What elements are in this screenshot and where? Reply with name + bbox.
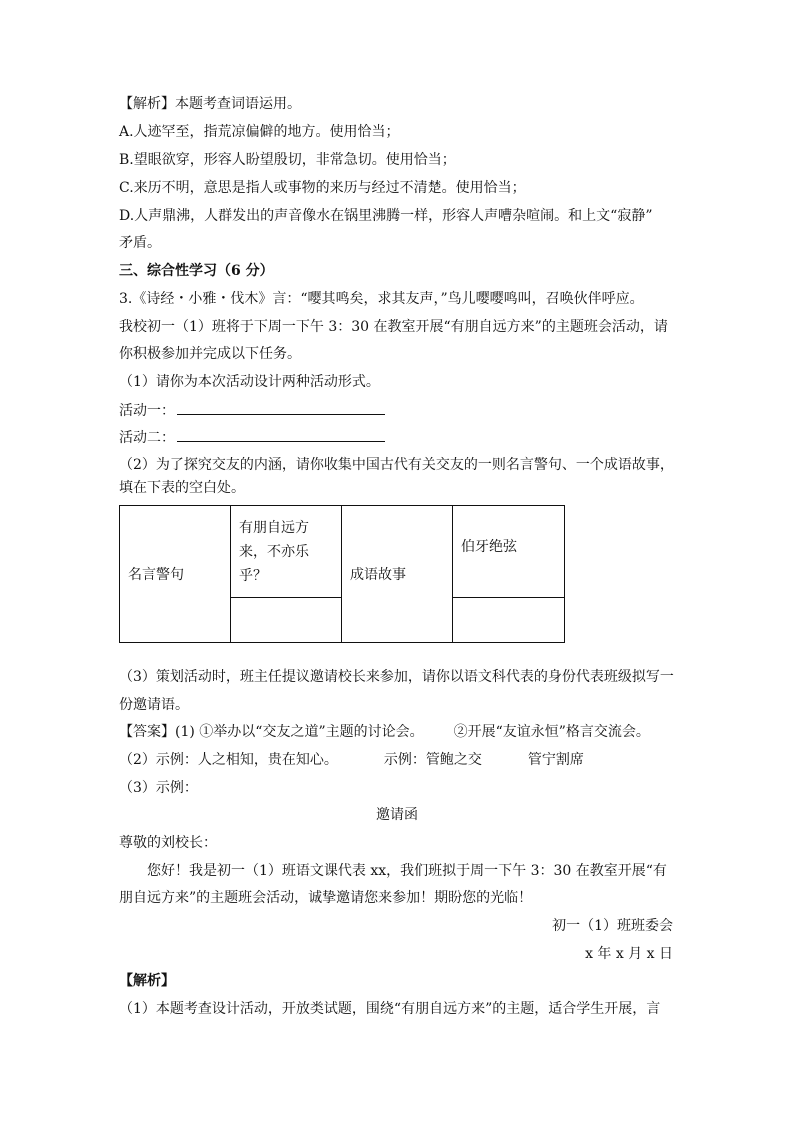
table-quote: 有朋自远方来，不亦乐乎？ bbox=[239, 519, 309, 584]
letter-signature: 初一（1）班班委会 bbox=[552, 918, 673, 934]
answer-2c: 管宁割席 bbox=[527, 752, 584, 768]
activity-2-label: 活动二： bbox=[119, 430, 175, 446]
task-2: （2）为了探究交友的内涵，请你收集中国古代有关交友的一则名言警句、一个成语故事， bbox=[119, 457, 674, 473]
answer-2b: 示例：管鲍之交 bbox=[383, 752, 482, 768]
activity-2-line bbox=[119, 427, 385, 448]
answer-line-3: （3）示例： bbox=[119, 780, 198, 796]
question-3-text: 3.《诗经・小雅・伐木》言：“嘤其鸣矣，求其友声，”鸟儿嘤嘤鸣叫，召唤伙伴呼应。 bbox=[119, 291, 644, 307]
option-d-continued: 矛盾。 bbox=[119, 235, 161, 251]
analysis-heading: 【解析】本题考查词语运用。 bbox=[119, 96, 301, 112]
answer-line-2 bbox=[119, 750, 584, 770]
question-3-text-2: 我校初一（1）班将于下周一下午 3：30 在教室开展“有朋自远方来”的主题班会活动，请 bbox=[119, 319, 668, 335]
activity-1-label: 活动一： bbox=[119, 403, 175, 419]
table-idiom: 伯牙绝弦 bbox=[453, 506, 565, 598]
analysis-heading-2: 【解析】 bbox=[119, 973, 175, 989]
option-c: C.来历不明，意思是指人或事物的来历与经过不清楚。使用恰当； bbox=[119, 180, 526, 196]
question-3-text-3: 你积极参加并完成以下任务。 bbox=[119, 346, 301, 362]
letter-salutation: 尊敬的刘校长： bbox=[119, 835, 217, 851]
answer-line-1 bbox=[119, 722, 650, 742]
answer-1a: 【答案】(1) ①举办以“交友之道”主题的讨论会。 bbox=[119, 724, 424, 740]
answer-2a: （2）示例：人之相知，贵在知心。 bbox=[119, 752, 338, 768]
answer-table bbox=[119, 505, 565, 643]
letter-body-1: 您好！我是初一（1）班语文课代表 xx，我们班拟于周一下午 3：30 在教室开展“有 bbox=[147, 863, 667, 879]
option-d: D.人声鼎沸，人群发出的声音像水在锅里沸腾一样，形容人声嘈杂喧闹。和上文“寂静” bbox=[119, 208, 653, 224]
answer-1b: ②开展“友谊永恒”格言交流会。 bbox=[453, 724, 650, 740]
activity-1-blank bbox=[177, 400, 385, 415]
table-blank-2 bbox=[453, 598, 565, 643]
table-label-idiom: 成语故事 bbox=[342, 506, 453, 643]
activity-1-line bbox=[119, 400, 385, 421]
letter-body-2: 朋自远方来”的主题班会活动，诚挚邀请您来参加！期盼您的光临！ bbox=[119, 890, 533, 906]
activity-2-blank bbox=[177, 427, 385, 442]
option-a: A.人迹罕至，指荒凉偏僻的地方。使用恰当； bbox=[119, 124, 400, 140]
letter-date: x 年 x 月 x 日 bbox=[585, 946, 673, 962]
option-b: B.望眼欲穿，形容人盼望殷切，非常急切。使用恰当； bbox=[119, 152, 456, 168]
task-3-continued: 份邀请语。 bbox=[119, 697, 189, 713]
task-3: （3）策划活动时，班主任提议邀请校长来参加，请你以语文科代表的身份代表班级拟写一 bbox=[119, 669, 674, 685]
table-quote-cell bbox=[231, 506, 342, 598]
letter-title: 邀请函 bbox=[376, 807, 418, 823]
section-heading: 三、综合性学习（6 分） bbox=[119, 263, 274, 279]
task-1: （1）请你为本次活动设计两种活动形式。 bbox=[119, 374, 380, 390]
analysis-text: （1）本题考查设计活动，开放类试题，围绕“有朋自远方来”的主题，适合学生开展，言 bbox=[119, 1001, 661, 1017]
task-2-continued: 填在下表的空白处。 bbox=[119, 480, 245, 496]
table-blank-1 bbox=[231, 598, 342, 643]
table-label-quote: 名言警句 bbox=[120, 506, 231, 643]
